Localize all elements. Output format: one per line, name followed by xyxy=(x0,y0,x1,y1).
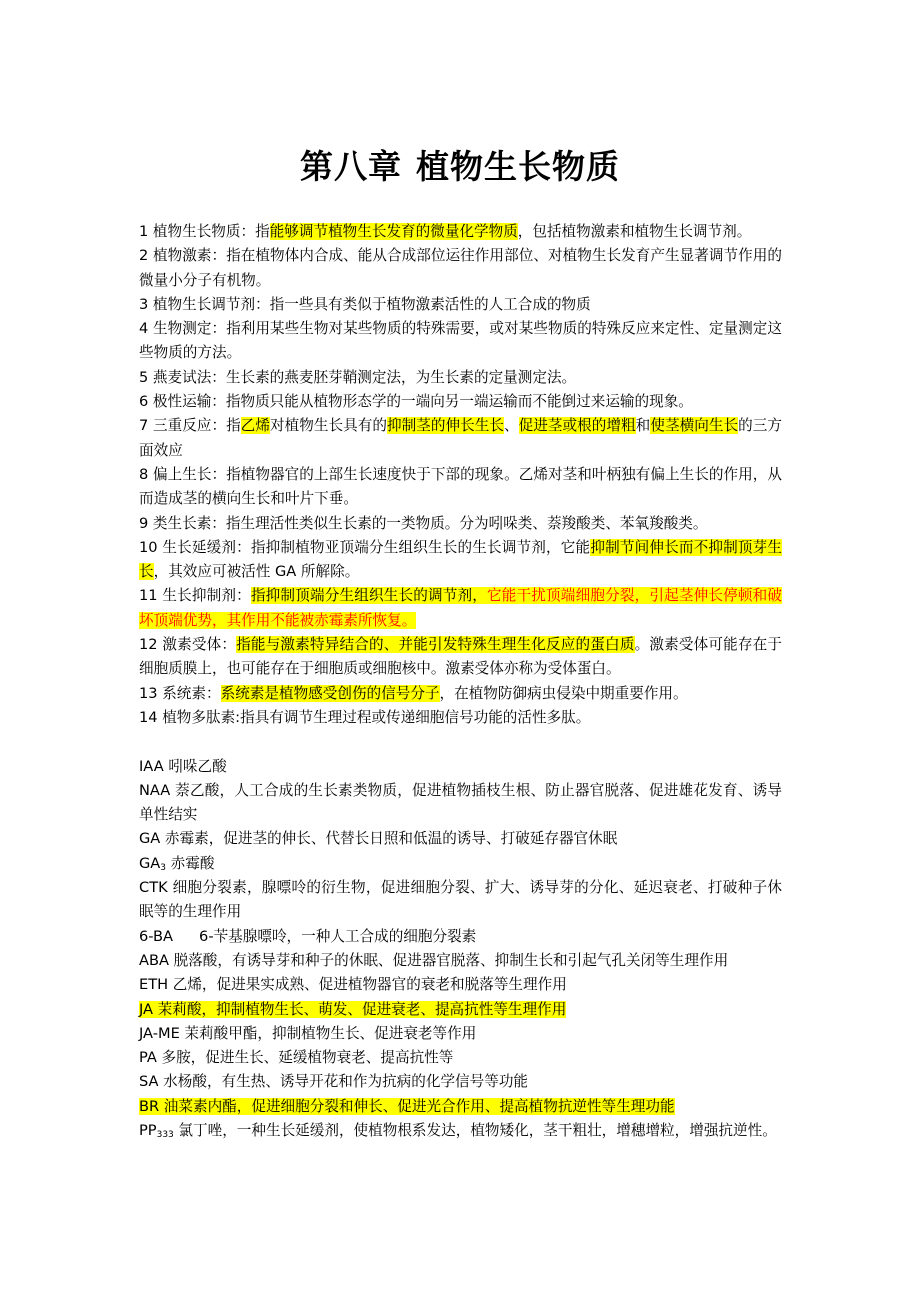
abbr-sa: SA 水杨酸，有生热、诱导开花和作为抗病的化学信号等功能 xyxy=(139,1073,529,1091)
definition-11: 11 生长抑制剂：指抑制顶端分生组织生长的调节剂，它能干扰顶端细胞分裂，引起茎伸长停顿和破坏顶端优势，其作用不能被赤霉素所恢复。 xyxy=(139,587,782,629)
definition-9: 9 类生长素：指生理活性类似生长素的一类物质。分为吲哚类、萘羧酸类、苯氧羧酸类。 xyxy=(139,514,708,532)
definition-12: 12 激素受体：指能与激素特异结合的、并能引发特殊生理生化反应的蛋白质。激素受体可能存在于细胞质膜上，也可能存在于细胞质或细胞核中。激素受体亦称为受体蛋白。 xyxy=(139,636,782,678)
blank-line xyxy=(139,730,782,754)
definition-13: 13 系统素：系统素是植物感受创伤的信号分子，在植物防御病虫侵染中期重要作用。 xyxy=(139,684,688,702)
definition-14: 14 植物多肽素:指具有调节生理过程或传递细胞信号功能的活性多肽。 xyxy=(139,708,591,726)
definition-4: 4 生物测定：指利用某些生物对某些物质的特殊需要，或对某些物质的特殊反应来定性、定量测定这些物质的方法。 xyxy=(139,320,782,362)
chapter-title xyxy=(0,144,920,190)
definition-10: 10 生长延缓剂：指抑制植物亚顶端分生组织生长的生长调节剂，它能抑制节间伸长而不抑制顶芽生长，其效应可被活性 GA 所解除。 xyxy=(139,538,782,581)
highlight: 指能与激素特异结合的、并能引发特殊生理生化反应的蛋白质 xyxy=(236,636,635,654)
highlight: 指抑制顶端分生组织生长的调节剂， xyxy=(250,587,488,605)
abbr-naa: NAA 萘乙酸，人工合成的生长素类物质，促进植物插枝生根、防止器官脱落、促进雄花发育、诱导单性结实 xyxy=(139,781,782,824)
highlight-red: 它能干扰顶端细胞分裂，引起茎伸长停顿和破坏顶端优势，其作用不能被赤霉素所恢复。 xyxy=(139,587,782,629)
abbr-br xyxy=(139,1095,782,1119)
abbr-ga3: $GA_3$ 赤霉酸 xyxy=(139,854,215,873)
chapter-name: 植物生长物质 xyxy=(416,147,620,186)
content-body xyxy=(139,220,782,1143)
highlight: 促进茎或根的增粗 xyxy=(518,417,636,435)
highlight: 系统素是植物感受创伤的信号分子 xyxy=(220,684,440,702)
abbr-ja xyxy=(139,998,782,1022)
definition-2: 2 植物激素：指在植物体内合成、能从合成部位运往作用部位、对植物生长发育产生显著调节作用的微量小分子有机物。 xyxy=(139,247,782,289)
abbr-iaa: IAA 吲哚乙酸 xyxy=(139,757,227,775)
highlight: 抑制节间伸长而不抑制顶芽生长 xyxy=(139,538,782,581)
abbr-pa: PA 多胺，促进生长、延缓植物衰老、提高抗性等 xyxy=(139,1049,454,1067)
definition-6: 6 极性运输：指物质只能从植物形态学的一端向另一端运输而不能倒过来运输的现象。 xyxy=(139,393,693,411)
abbr-aba: ABA 脱落酸，有诱导芽和种子的休眠、促进器官脱落、抑制生长和引起气孔关闭等生理作用 xyxy=(139,951,729,969)
abbr-eth: ETH 乙烯，促进果实成熟、促进植物器官的衰老和脱落等生理作用 xyxy=(139,976,567,994)
highlight: 能够调节植物生长发育的微量化学物质 xyxy=(269,223,518,240)
highlight: BR 油菜素内酯，促进细胞分裂和伸长、促进光合作用、提高植物抗逆性等生理功能 xyxy=(139,1097,675,1115)
definition-8: 8 偏上生长：指植物器官的上部生长速度快于下部的现象。乙烯对茎和叶柄独有偏上生长的作用，从而造成茎的横向生长和叶片下垂。 xyxy=(139,465,782,508)
definition-1: 1 植物生长物质：指能够调节植物生长发育的微量化学物质，包括植物激素和植物生长调节剂。 xyxy=(139,223,752,240)
highlight: JA 茉莉酸，抑制植物生长、萌发、促进衰老、提高抗性等生理作用 xyxy=(139,1000,567,1018)
abbr-ga: GA 赤霉素，促进茎的伸长、代替长日照和低温的诱导、打破延存器官休眠 xyxy=(139,830,618,848)
highlight: 乙烯 xyxy=(240,417,270,435)
definition-3: 3 植物生长调节剂：指一些具有类似于植物激素活性的人工合成的物质 xyxy=(139,295,591,313)
definition-7: 7 三重反应：指乙烯对植物生长具有的抑制茎的伸长生长、促进茎或根的增粗和使茎横向生长的三方面效应 xyxy=(139,417,782,459)
definition-5: 5 燕麦试法：生长素的燕麦胚芽鞘测定法，为生长素的定量测定法。 xyxy=(139,368,577,386)
abbr-pp333: $PP_{333}$ 氯丁唑，一种生长延缓剂，使植物根系发达，植物矮化，茎干粗壮，增穗增粒，增强抗逆性。 xyxy=(139,1121,777,1140)
abbr-jame: JA-ME 茉莉酸甲酯，抑制植物生长、促进衰老等作用 xyxy=(139,1024,477,1042)
highlight: 使茎横向生长 xyxy=(650,417,739,435)
highlight: 抑制茎的伸长生长 xyxy=(387,417,505,435)
abbr-ctk: CTK 细胞分裂素，腺嘌呤的衍生物，促进细胞分裂、扩大、诱导芽的分化、延迟衰老、打破种子休眠等的生理作用 xyxy=(139,879,782,921)
chapter-number: 第八章 xyxy=(300,147,402,186)
abbr-6ba: 6-BA 6-苄基腺嘌呤，一种人工合成的细胞分裂素 xyxy=(139,927,477,945)
